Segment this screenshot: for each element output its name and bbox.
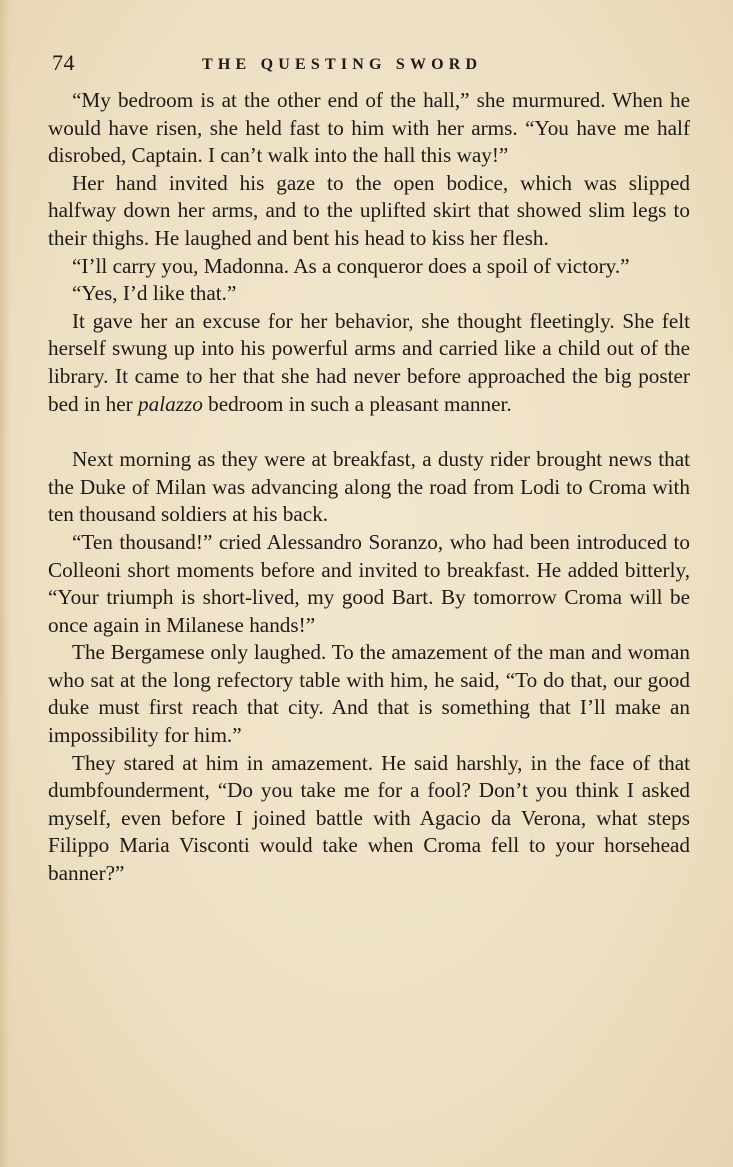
paragraph: “I’ll carry you, Madonna. As a conqueror does a spoil of victory.” (72, 253, 630, 278)
running-head: THE QUESTING SWORD (202, 56, 483, 73)
paragraph: “My bedroom is at the other end of the hall,” she murmured. When he would have risen, she held fast to him with her arms. “You have me half disrobed, Captain. I can’t walk into the hall this way!” (48, 88, 690, 168)
page-header (52, 50, 692, 84)
paragraph: They stared at him in amazement. He said harshly, in the face of that dumbfounderment, “Do you take me for a fool? Don’t you think I asked myself, even before I joined battle with Agacio da Verona, what steps Filippo Maria Visconti would take when Croma fell to your horsehead banner?” (48, 750, 690, 886)
section-break (48, 418, 690, 446)
paragraph: Next morning as they were at breakfast, a dusty rider brought news that the Duke of Milan was advancing along the road from Lodi to Croma with ten thousand soldiers at his back. (48, 447, 690, 527)
paragraph: The Bergamese only laughed. To the amazement of the man and woman who sat at the long refectory table with him, he said, “To do that, our good duke must first reach that city. And that is something that I’ll make an impossibility for him.” (48, 640, 690, 748)
paragraph-text: It gave her an excuse for her behavior, she thought fleetingly. She felt herself swung up into his powerful arms and carried like a child out of the library. It came to her that she had never before approached the big poster bed in her (48, 308, 690, 416)
paragraph (48, 308, 690, 418)
paragraph: “Yes, I’d like that.” (72, 281, 237, 306)
paragraph-text: bedroom in such a pleasant manner. (202, 391, 512, 416)
paragraph: “Ten thousand!” cried Alessandro Soranzo, who had been introduced to Colleoni short moments before and invited to breakfast. He added bitterly, “Your triumph is short-lived, my good Bart. By tomorrow Croma will be once again in Milanese hands!” (48, 529, 690, 637)
italic-word: palazzo (138, 391, 203, 416)
page-number: 74 (52, 50, 75, 75)
page-body (48, 87, 690, 888)
paragraph: Her hand invited his gaze to the open bodice, which was slipped halfway down her arms, and to the uplifted skirt that showed slim legs to their thighs. He laughed and bent his head to kiss her flesh. (48, 170, 690, 250)
